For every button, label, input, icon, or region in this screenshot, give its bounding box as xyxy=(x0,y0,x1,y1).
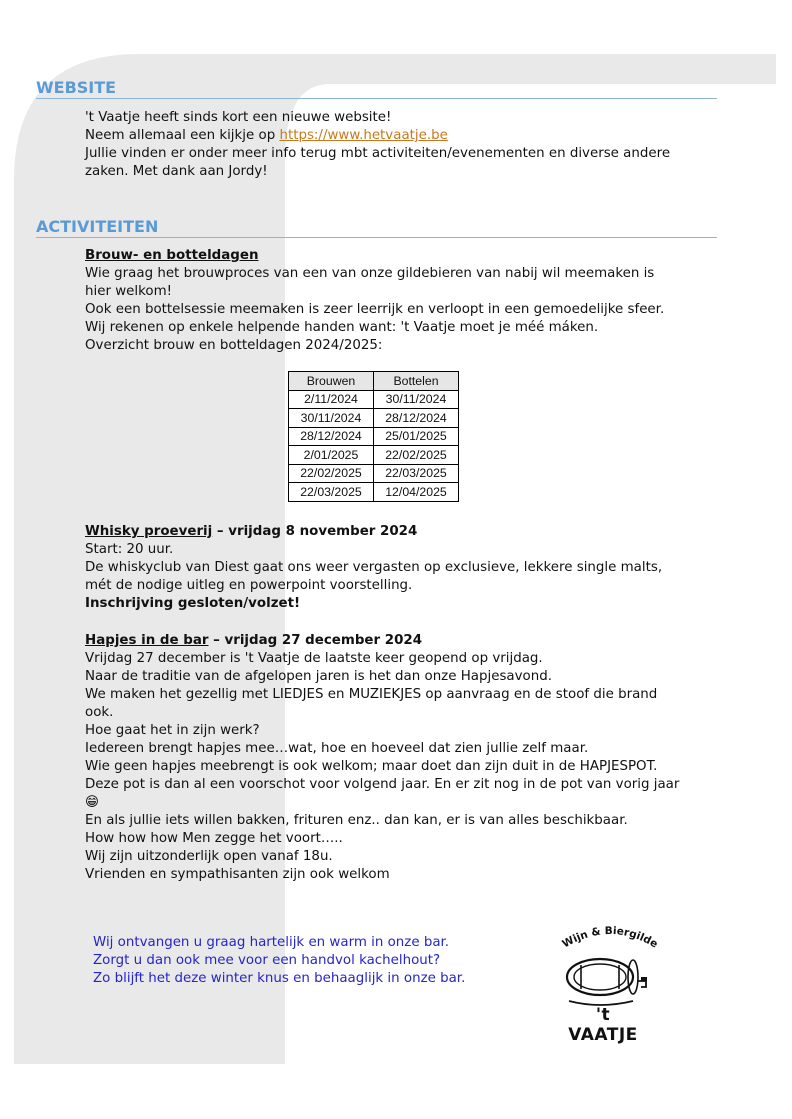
brouw-title: Brouw- en botteldagen xyxy=(85,248,259,263)
footer-line: Wij ontvangen u graag hartelijk en warm in onze bar. xyxy=(93,935,450,950)
hapjes-line: Vrijdag 27 december is 't Vaatje de laatste keer geopend op vrijdag. xyxy=(85,651,543,666)
footer-message xyxy=(93,934,465,988)
whisky-line: De whiskyclub van Diest gaat ons weer vergasten op exclusieve, lekkere single malts, xyxy=(85,560,663,575)
brew-schedule-table xyxy=(288,371,459,502)
website-heading: WEBSITE xyxy=(36,78,717,99)
hapjes-line: Naar de traditie van de afgelopen jaren is het dan onze Hapjesavond. xyxy=(85,669,552,684)
table-cell: 2/01/2025 xyxy=(289,446,374,465)
hapjes-line: Vrienden en sympathisanten zijn ook welkom xyxy=(85,867,390,882)
hapjes-line: ook. xyxy=(85,705,114,720)
column-header-bottelen: Bottelen xyxy=(374,372,459,391)
table-cell: 25/01/2025 xyxy=(374,427,459,446)
footer-line: Zorgt u dan ook mee voor een handvol kachelhout? xyxy=(93,953,441,968)
table-cell: 22/02/2025 xyxy=(289,464,374,483)
hapjes-line: Wie geen hapjes meebrengt is ook welkom; maar doet dan zijn duit in de HAPJESPOT. xyxy=(85,759,658,774)
logo-arc-text: Wijn & Biergilde xyxy=(560,925,660,951)
website-line-3: Jullie vinden er onder meer info terug mbt activiteiten/evenementen en diverse andere xyxy=(85,146,671,161)
whisky-line: mét de nodige uitleg en powerpoint voorstelling. xyxy=(85,578,413,593)
hapjes-line: We maken het gezellig met LIEDJES en MUZIEKJES op aanvraag en de stoof die brand xyxy=(85,687,658,702)
activiteiten-heading: ACTIVITEITEN xyxy=(36,217,717,238)
whisky-heading xyxy=(85,523,705,541)
table-cell: 2/11/2024 xyxy=(289,390,374,409)
hapjes-line: How how how Men zegge het voort….. xyxy=(85,831,343,846)
website-line-2 xyxy=(85,127,705,145)
table-cell: 12/04/2025 xyxy=(374,483,459,502)
hapjes-line: Hoe gaat het in zijn werk? xyxy=(85,723,260,738)
brouw-line: Ook een bottelsessie meemaken is zeer leerrijk en verloopt in een gemoedelijke sfeer. xyxy=(85,302,665,317)
table-row xyxy=(289,446,459,465)
hapjes-title: Hapjes in de bar xyxy=(85,633,209,648)
column-header-brouwen: Brouwen xyxy=(289,372,374,391)
table-cell: 22/03/2025 xyxy=(289,483,374,502)
website-text xyxy=(85,109,705,181)
table-cell: 22/02/2025 xyxy=(374,446,459,465)
table-row xyxy=(289,464,459,483)
brouw-line: Overzicht brouw en botteldagen 2024/2025: xyxy=(85,338,383,353)
table-cell: 30/11/2024 xyxy=(289,409,374,428)
logo-wordmark: 't VAATJE xyxy=(568,1005,638,1045)
hapjes-line: Wij zijn uitzonderlijk open vanaf 18u. xyxy=(85,849,333,864)
footer-line: Zo blijft het deze winter knus en behaaglijk in onze bar. xyxy=(93,971,466,986)
hapjes-block xyxy=(85,632,705,884)
whisky-note: Inschrijving gesloten/volzet! xyxy=(85,596,301,611)
website-line-1: 't Vaatje heeft sinds kort een nieuwe website! xyxy=(85,110,392,125)
table-row xyxy=(289,409,459,428)
website-line-4: zaken. Met dank aan Jordy! xyxy=(85,164,268,179)
svg-text:Wijn & Biergilde xyxy=(560,925,659,950)
table-header-row xyxy=(289,372,459,391)
hapjes-line: En als jullie iets willen bakken, frituren enz.. dan kan, er is van alles beschikbaar. xyxy=(85,813,628,828)
website-line-2-prefix: Neem allemaal een kijkje op xyxy=(85,128,280,143)
hapjes-date: – vrijdag 27 december 2024 xyxy=(208,633,423,648)
whisky-date: – vrijdag 8 november 2024 xyxy=(212,524,418,539)
brouw-line: Wij rekenen op enkele helpende handen want: 't Vaatje moet je méé máken. xyxy=(85,320,599,335)
table-cell: 28/12/2024 xyxy=(374,409,459,428)
brouw-line: hier welkom! xyxy=(85,284,172,299)
hapjes-line: Deze pot is dan al een voorschot voor volgend jaar. En er zit nog in de pot van vorig jaar xyxy=(85,777,680,792)
brouw-block xyxy=(85,247,705,355)
table-cell: 22/03/2025 xyxy=(374,464,459,483)
table-cell: 28/12/2024 xyxy=(289,427,374,446)
table-row xyxy=(289,390,459,409)
table-row xyxy=(289,483,459,502)
barrel-icon xyxy=(567,959,647,1005)
table-cell: 30/11/2024 xyxy=(374,390,459,409)
website-link[interactable]: https://www.hetvaatje.be xyxy=(279,128,448,143)
grin-emoji-icon: 😁 xyxy=(85,795,99,810)
whisky-title: Whisky proeverij xyxy=(85,524,213,539)
brouw-line: Wie graag het brouwproces van een van onze gildebieren van nabij wil meemaken is xyxy=(85,266,655,281)
hapjes-heading xyxy=(85,632,705,650)
whisky-line: Start: 20 uur. xyxy=(85,542,174,557)
table-row xyxy=(289,427,459,446)
hapjes-line: Iedereen brengt hapjes mee…wat, hoe en hoeveel dat zien jullie zelf maar. xyxy=(85,741,589,756)
whisky-block xyxy=(85,523,705,613)
